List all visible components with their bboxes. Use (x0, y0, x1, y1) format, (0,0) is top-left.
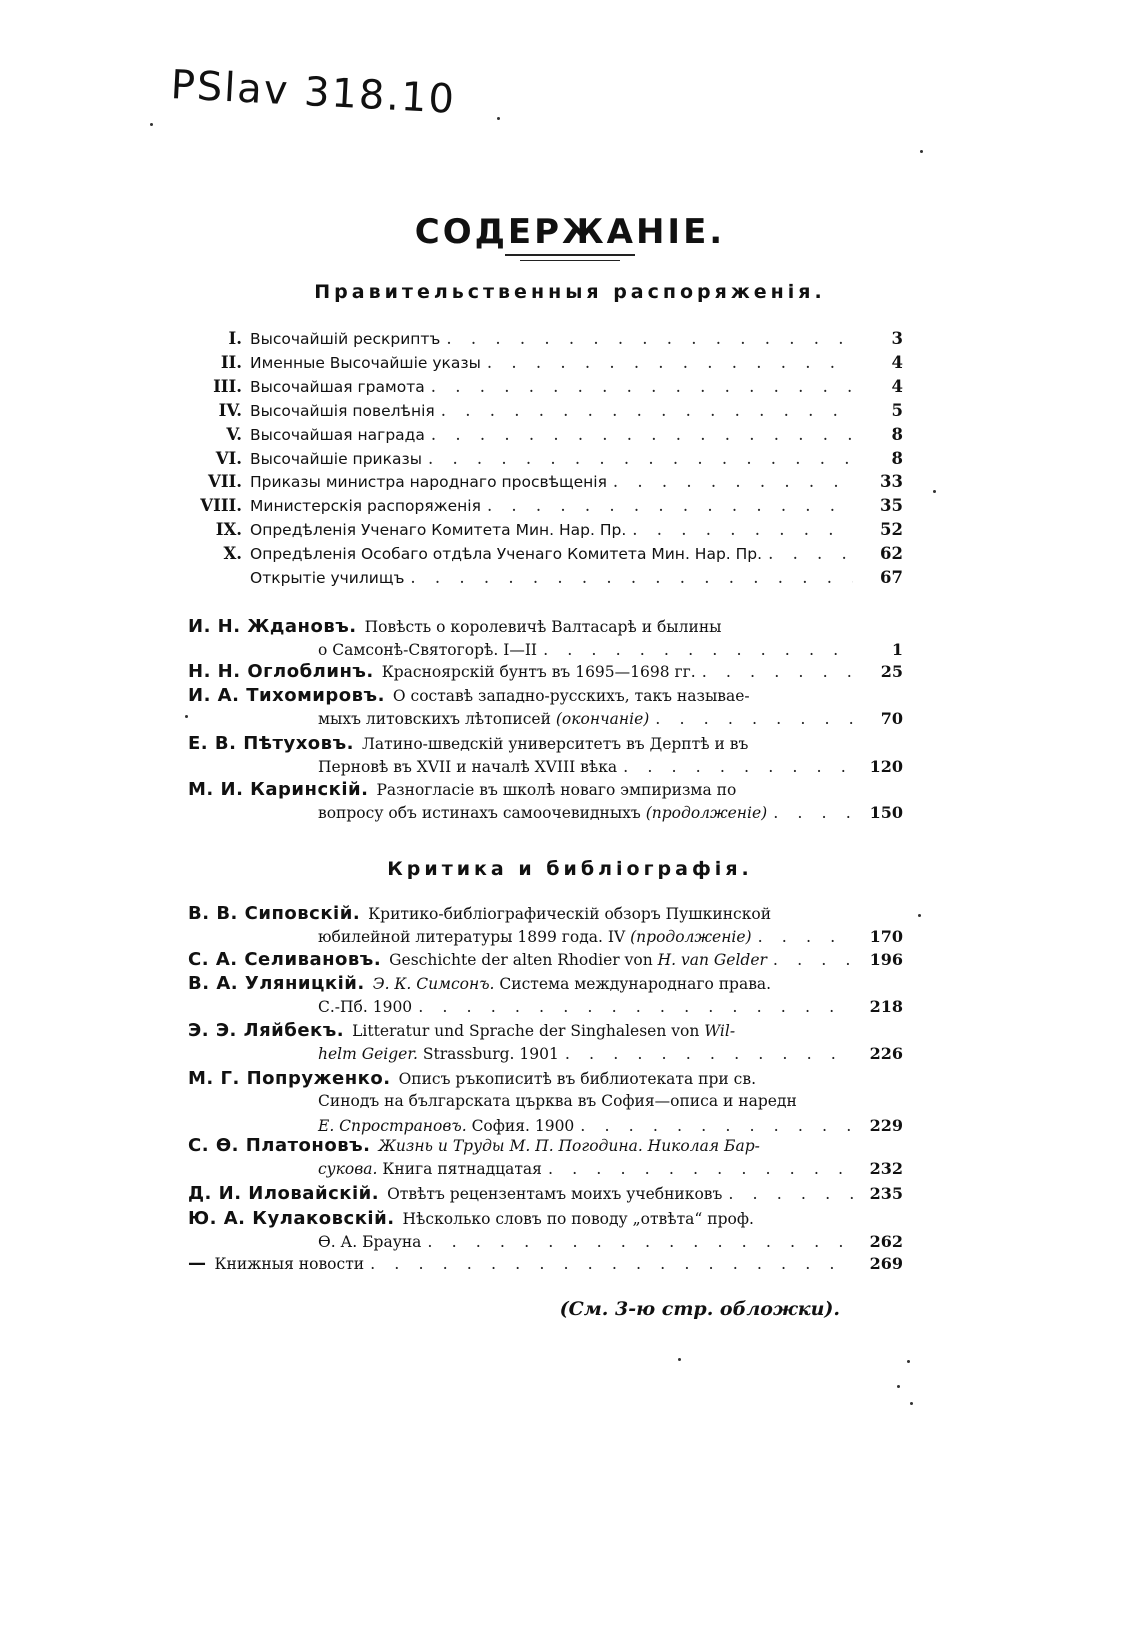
toc-row (188, 520, 903, 539)
entry-title-line2 (318, 641, 537, 659)
entry-title-line1 (403, 1210, 754, 1228)
entry-title-line1 (389, 951, 767, 969)
entry-page: 1 (891, 640, 903, 659)
toc-row-number: VIII. (200, 496, 242, 515)
entry-line (188, 661, 903, 682)
leader-dots (702, 662, 853, 681)
entry-line (318, 927, 903, 946)
entry-title-line1 (373, 975, 771, 993)
page-title: СОДЕРЖАНІЕ. (414, 212, 726, 252)
scan-speck (497, 117, 500, 120)
scan-speck (150, 123, 153, 126)
toc-row (188, 353, 903, 372)
leader-dots (768, 544, 853, 563)
leader-dots (431, 425, 853, 444)
toc-row-page: 52 (880, 520, 903, 539)
entry-text: Geschichte der alten Rhodier von (389, 951, 658, 969)
entry-author: М. Г. Попруженко. (188, 1068, 391, 1089)
toc-row (188, 329, 903, 348)
toc-row-title: Министерскія распоряженія (250, 497, 481, 515)
leader-dots (418, 997, 853, 1016)
entry-author: В. В. Сиповскій. (188, 903, 361, 924)
leader-dots (613, 472, 853, 491)
toc-row-page: 35 (880, 496, 903, 515)
entry-text: Разногласіе въ школѣ новаго эмпиризма по (376, 781, 737, 799)
entry-text: Перновѣ въ XVII и началѣ XVIII вѣка (318, 758, 618, 776)
toc-row-page: 8 (891, 449, 903, 468)
entry-title-line2 (318, 710, 649, 728)
entry-line (318, 709, 903, 728)
leader-dots (446, 329, 853, 348)
section-heading-government: Правительственныя распоряженія. (314, 281, 826, 303)
toc-row-title: Открытіе училищъ (250, 569, 405, 587)
entry-line (188, 1020, 903, 1041)
entry-author: И. Н. Ждановъ. (188, 616, 357, 637)
toc-row-number: V. (226, 425, 242, 444)
toc-row (188, 544, 903, 563)
entry-title-line1 (362, 735, 748, 753)
entry-title-line2 (318, 804, 767, 822)
toc-row-number: IX. (215, 520, 242, 539)
toc-row-title: Высочайшія повелѣнія (250, 402, 435, 420)
entry-line (318, 1159, 903, 1178)
toc-row-title: Высочайшіе приказы (250, 450, 422, 468)
toc-row-page: 5 (891, 401, 903, 420)
entry-page: 269 (869, 1254, 903, 1273)
entry-author: Е. В. Пѣтуховъ. (188, 733, 354, 754)
entry-author: С. Ѳ. Платоновъ. (188, 1135, 371, 1156)
scan-speck (678, 1358, 681, 1361)
entry-author: И. А. Тихомировъ. (188, 685, 385, 706)
entry-line (188, 779, 903, 800)
toc-row (188, 472, 903, 491)
entry-text: Описъ ръкописитѣ въ библиотеката при св. (398, 1070, 757, 1088)
leader-dots (728, 1184, 853, 1203)
entry-title-line1 (382, 663, 696, 681)
scan-speck (897, 1385, 900, 1388)
toc-row-page: 33 (880, 472, 903, 491)
entry-italic: helm Geiger. (318, 1045, 423, 1063)
toc-row-title: Опредѣленія Особаго отдѣла Ученаго Комитета Мин. Нар. Пр. (250, 545, 763, 563)
entry-author: Э. Э. Ляйбекъ. (188, 1020, 345, 1041)
entry-author: Д. И. Иловайскій. (188, 1183, 380, 1204)
entry-line (188, 685, 903, 706)
toc-row-title: Высочайшая награда (250, 426, 425, 444)
entry-line (318, 1092, 903, 1110)
entry-author: В. А. Уляницкій. (188, 973, 365, 994)
entry-line (188, 1208, 903, 1229)
footer-note: (См. 3-ю стр. обложки). (559, 1298, 840, 1320)
entry-page: 120 (869, 757, 903, 776)
section-heading-criticism: Критика и библіографія. (387, 858, 753, 880)
entry-title-line1 (378, 1137, 759, 1155)
entry-line (188, 1183, 903, 1204)
leader-dots (431, 377, 853, 396)
toc-row-title: Приказы министра народнаго просвѣщенія (250, 473, 607, 491)
toc-row (188, 401, 903, 420)
entry-line (318, 1116, 903, 1135)
entry-page: 25 (880, 662, 903, 681)
entry-text: Книга пятнадцатая (382, 1160, 542, 1178)
leader-dots (410, 568, 853, 587)
entry-line (318, 757, 903, 776)
entry-page: 218 (869, 997, 903, 1016)
entry-text: София. 1900 (471, 1117, 575, 1135)
scan-speck (907, 1360, 910, 1363)
entry-title-line2 (318, 998, 412, 1016)
entry-line (188, 1253, 903, 1274)
toc-row-page: 67 (880, 568, 903, 587)
entry-italic: Жизнь и Труды М. П. Погодина. (378, 1137, 648, 1155)
entry-text: Отвѣтъ рецензентамъ моихъ учебниковъ (387, 1185, 723, 1203)
entry-text: Litteratur und Sprache der Singhalesen von (352, 1022, 705, 1040)
entry-line (188, 733, 903, 754)
entry-text: Повѣсть о королевичѣ Валтасарѣ и былины (364, 618, 722, 636)
toc-row-number: I. (228, 329, 242, 348)
leader-dots (441, 401, 853, 420)
entry-title-line2 (318, 1233, 421, 1251)
entry-title-line1 (387, 1185, 722, 1203)
entry-page: 226 (869, 1044, 903, 1063)
leader-dots (758, 927, 853, 946)
scan-speck (920, 150, 923, 153)
leader-dots (487, 496, 853, 515)
leader-dots (623, 757, 853, 776)
leader-dots (543, 640, 853, 659)
entry-line (318, 803, 903, 822)
entry-title-line1 (215, 1255, 365, 1273)
entry-text: Латино-шведскій университетъ въ Дерптѣ и въ (361, 735, 749, 753)
entry-title-line1 (352, 1022, 735, 1040)
entry-line (318, 1232, 903, 1251)
leader-dots (427, 1232, 853, 1251)
entry-italic: Э. К. Симсонъ. (372, 975, 500, 993)
entry-text: Ѳ. А. Брауна (318, 1233, 422, 1251)
leader-dots (428, 449, 853, 468)
leader-dots (773, 950, 853, 969)
toc-row (188, 377, 903, 396)
entry-line (188, 1068, 903, 1089)
entry-text: Strassburg. 1901 (422, 1045, 559, 1063)
scan-speck (933, 490, 936, 493)
leader-dots (580, 1116, 853, 1135)
scan-speck (910, 1402, 913, 1405)
title-rule (505, 254, 635, 256)
toc-row-page: 4 (891, 377, 903, 396)
entry-text: Книжныя новости (214, 1255, 365, 1273)
entry-page: 232 (869, 1159, 903, 1178)
entry-italic: (продолженіе) (625, 928, 752, 946)
entry-title-line1 (368, 905, 771, 923)
entry-page: 262 (869, 1232, 903, 1251)
entry-page: 235 (869, 1184, 903, 1203)
entry-italic: Николая Бар- (647, 1137, 760, 1155)
entry-line (188, 1135, 903, 1156)
entry-line (188, 973, 903, 994)
toc-row-number: VI. (215, 449, 242, 468)
toc-row-number: X. (223, 544, 242, 563)
scan-speck (918, 914, 921, 917)
entry-line (188, 616, 903, 637)
entry-author: Ю. А. Кулаковскій. (188, 1208, 395, 1229)
entry-title-line2 (318, 1045, 559, 1063)
toc-row-page: 62 (880, 544, 903, 563)
handwritten-shelfmark: PSlav 318.10 (169, 62, 458, 123)
toc-row-title: Высочайшій рескриптъ (250, 330, 441, 348)
entry-text: Система международнаго права. (499, 975, 772, 993)
toc-row-page: 8 (891, 425, 903, 444)
entry-page: 196 (869, 950, 903, 969)
entry-title-line2 (318, 928, 752, 946)
entry-page: 70 (880, 709, 903, 728)
leader-dots (773, 803, 853, 822)
title-rule-2 (520, 260, 620, 261)
entry-text: С.-Пб. 1900 (318, 998, 413, 1016)
toc-row-title: Высочайшая грамота (250, 378, 425, 396)
leader-dots (370, 1254, 853, 1273)
leader-dots (565, 1044, 853, 1063)
entry-title-line1 (399, 1070, 756, 1088)
entry-text: о Самсонѣ-Святогорѣ. I—II (318, 641, 538, 659)
toc-row (188, 449, 903, 468)
toc-row-number: II. (220, 353, 242, 372)
entry-line (188, 949, 903, 970)
leader-dots (632, 520, 853, 539)
entry-italic: Е. Спространовъ. (318, 1117, 472, 1135)
leader-dots (487, 353, 853, 372)
entry-author: — (188, 1253, 207, 1274)
entry-title-line1 (377, 781, 737, 799)
entry-text: Нѣсколько словъ по поводу „отвѣта“ проф. (402, 1210, 754, 1228)
toc-row-number: IV. (218, 401, 242, 420)
entry-title-line1 (393, 687, 750, 705)
entry-italic: (окончаніе) (550, 710, 650, 728)
entry-page: 170 (869, 927, 903, 946)
entry-line (318, 640, 903, 659)
entry-italic: (продолженіе) (640, 804, 768, 822)
entry-text: мыхъ литовскихъ лѣтописей (318, 710, 551, 728)
entry-text: О составѣ западно-русскихъ, такъ называе- (392, 687, 750, 705)
toc-row (188, 568, 903, 587)
entry-page: 150 (869, 803, 903, 822)
toc-row (188, 425, 903, 444)
entry-title-line3 (318, 1117, 574, 1135)
leader-dots (655, 709, 853, 728)
entry-text: Синодъ на българската църква въ София—описа и наредн (318, 1092, 797, 1110)
entry-line (188, 903, 903, 924)
toc-row-title: Именные Высочайшіе указы (250, 354, 481, 372)
entry-title-line2 (318, 1092, 797, 1110)
entry-page: 229 (869, 1116, 903, 1135)
entry-title-line2 (318, 758, 617, 776)
entry-author: М. И. Каринскій. (188, 779, 369, 800)
entry-title-line1 (365, 618, 722, 636)
entry-line (318, 997, 903, 1016)
entry-title-line2 (318, 1160, 542, 1178)
toc-row-title: Опредѣленія Ученаго Комитета Мин. Нар. Пр. (250, 521, 627, 539)
entry-text: юбилейной литературы 1899 года. IV (318, 928, 626, 946)
toc-row-page: 3 (891, 329, 903, 348)
entry-line (318, 1044, 903, 1063)
entry-text: Красноярскій бунтъ въ 1695—1698 гг. (381, 663, 696, 681)
toc-row-number: III. (213, 377, 242, 396)
entry-italic: Wil- (704, 1022, 736, 1040)
entry-text: вопросу объ истинахъ самоочевидныхъ (318, 804, 641, 822)
leader-dots (548, 1159, 853, 1178)
toc-row-number: VII. (208, 472, 242, 491)
scan-speck (185, 715, 188, 718)
entry-author: С. А. Селивановъ. (188, 949, 382, 970)
entry-author: Н. Н. Оглоблинъ. (188, 661, 374, 682)
entry-text: Критико-библіографическій обзоръ Пушкинской (368, 905, 772, 923)
toc-row-page: 4 (891, 353, 903, 372)
entry-italic: H. van Gelder (657, 951, 767, 969)
entry-italic: сукова. (318, 1160, 383, 1178)
toc-row (188, 496, 903, 515)
